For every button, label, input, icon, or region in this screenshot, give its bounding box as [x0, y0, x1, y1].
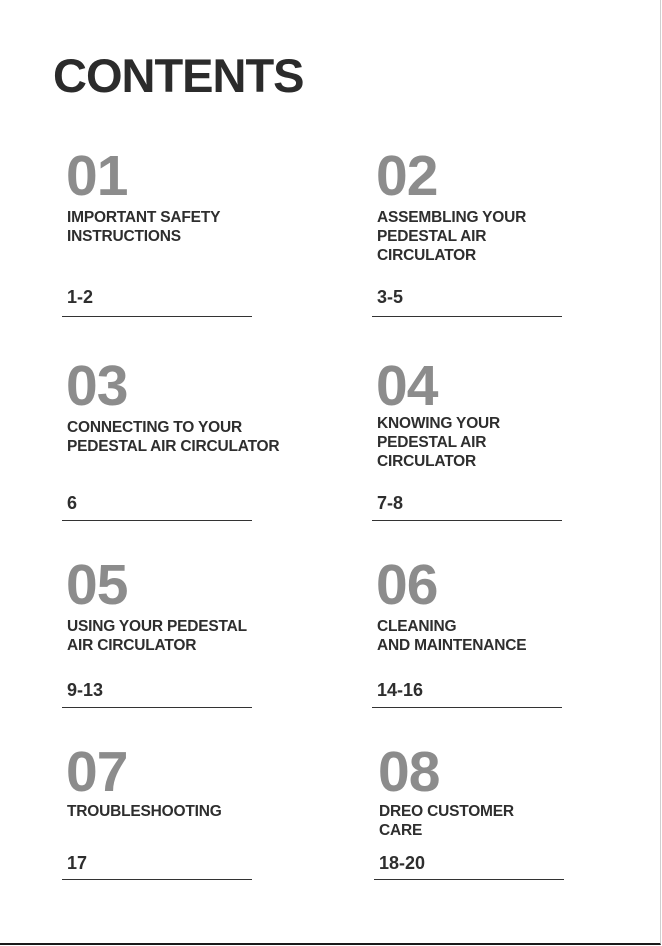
divider-line [374, 879, 564, 880]
section-title: IMPORTANT SAFETY INSTRUCTIONS [67, 209, 221, 245]
toc-entry-03[interactable] [66, 356, 326, 526]
section-title: CLEANING AND MAINTENANCE [377, 618, 527, 654]
page-range: 9-13 [67, 680, 104, 700]
divider-line [62, 316, 252, 317]
toc-entry-08[interactable] [378, 742, 638, 912]
section-title: CONNECTING TO YOUR PEDESTAL AIR CIRCULATOR [67, 419, 280, 455]
toc-entry-02[interactable] [376, 146, 636, 316]
section-number: 07 [66, 740, 128, 804]
section-number: 05 [66, 553, 128, 617]
toc-entry-04[interactable] [376, 356, 636, 526]
divider-line [62, 707, 252, 708]
toc-entry-06[interactable] [376, 555, 636, 725]
section-number: 03 [66, 354, 128, 418]
toc-entry-07[interactable] [66, 742, 326, 912]
divider-line [62, 520, 252, 521]
section-title: TROUBLESHOOTING [67, 803, 222, 820]
divider-line [372, 520, 562, 521]
page-range: 17 [67, 853, 88, 873]
section-number: 01 [66, 144, 128, 208]
page-range: 14-16 [377, 680, 424, 700]
section-title: DREO CUSTOMER CARE [379, 803, 514, 839]
section-number: 02 [376, 144, 438, 208]
toc-entry-05[interactable] [66, 555, 326, 725]
toc-entry-01[interactable] [66, 146, 326, 316]
section-title: ASSEMBLING YOUR PEDESTAL AIR CIRCULATOR [377, 209, 527, 264]
divider-line [372, 316, 562, 317]
section-number: 06 [376, 553, 438, 617]
section-number: 04 [376, 354, 438, 418]
page-title: CONTENTS [53, 49, 304, 102]
divider-line [62, 879, 252, 880]
section-title: KNOWING YOUR PEDESTAL AIR CIRCULATOR [377, 415, 501, 470]
divider-line [372, 707, 562, 708]
section-title: USING YOUR PEDESTAL AIR CIRCULATOR [67, 618, 247, 654]
page-range: 7-8 [377, 493, 404, 513]
page-range: 18-20 [379, 853, 426, 873]
page-range: 6 [67, 493, 78, 513]
section-number: 08 [378, 740, 440, 804]
page-range: 3-5 [377, 287, 404, 307]
page-range: 1-2 [67, 287, 94, 307]
